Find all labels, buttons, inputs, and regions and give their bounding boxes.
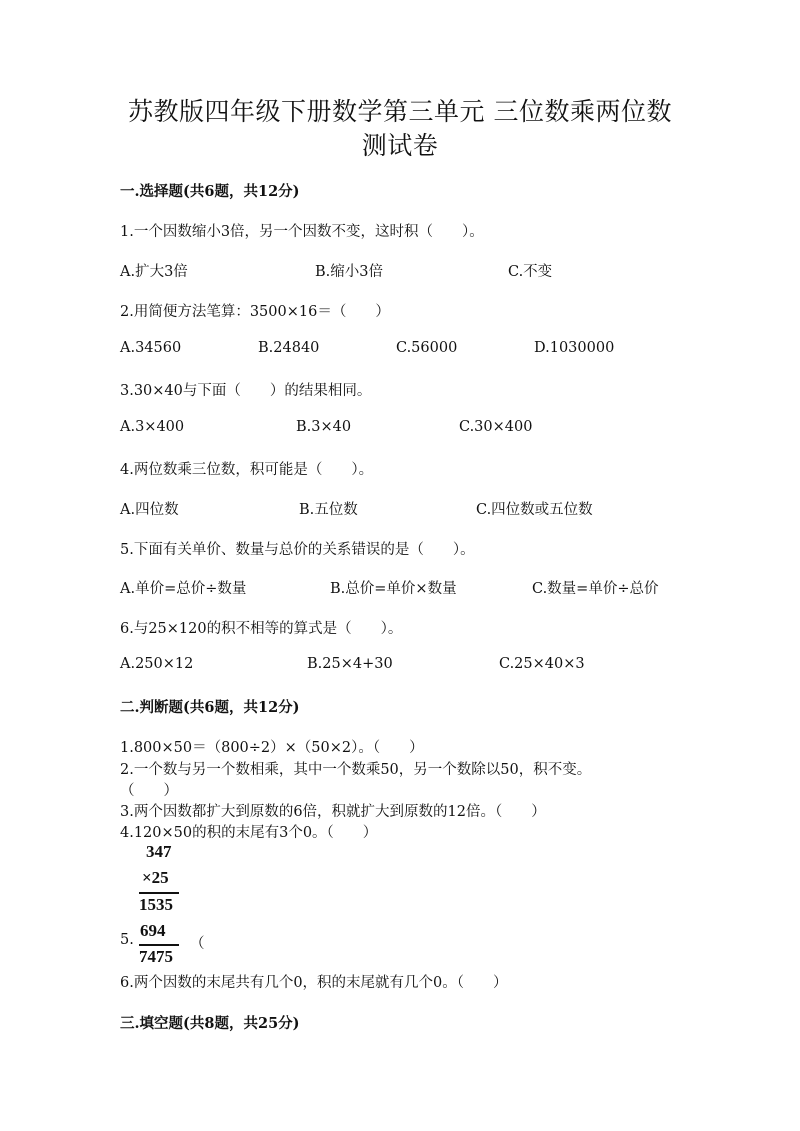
option-a: A.250×12 bbox=[120, 656, 194, 672]
section-heading-choice: 一.选择题(共6题，共12分) bbox=[120, 183, 300, 200]
page-title-line2: 测试卷 bbox=[361, 131, 439, 160]
option-a: A.四位数 bbox=[120, 502, 179, 518]
calc-rule bbox=[139, 944, 179, 946]
option-b: B.缩小3倍 bbox=[315, 264, 383, 280]
question-6: 6.与25×120的积不相等的算式是（ ）。 bbox=[120, 621, 403, 637]
option-d: D.1030000 bbox=[534, 340, 615, 356]
option-b: B.总价=单价×数量 bbox=[330, 581, 457, 597]
option-a: A.单价=总价÷数量 bbox=[120, 581, 247, 597]
judgement-item-4: 4.120×50的积的末尾有3个0。（ ） bbox=[120, 825, 378, 841]
calc-partial-2: 694 bbox=[140, 921, 166, 940]
question-5: 5.下面有关单价、数量与总价的关系错误的是（ ）。 bbox=[120, 542, 475, 558]
option-a: A.3×400 bbox=[120, 419, 185, 435]
judgement-item-1: 1.800×50＝（800÷2）×（50×2）。（ ） bbox=[120, 740, 424, 756]
option-c: C.25×40×3 bbox=[499, 656, 585, 672]
section-heading-fill: 三.填空题(共8题，共25分) bbox=[120, 1015, 300, 1032]
option-b: B.五位数 bbox=[299, 502, 358, 518]
option-c: C.30×400 bbox=[459, 419, 533, 435]
calc-partial-1: 1535 bbox=[139, 895, 173, 914]
option-c: C.数量=单价÷总价 bbox=[532, 581, 659, 597]
option-c: C.四位数或五位数 bbox=[476, 502, 593, 518]
option-a: A.34560 bbox=[120, 340, 182, 356]
question-1: 1.一个因数缩小3倍，另一个因数不变，这时积（ ）。 bbox=[120, 224, 484, 240]
judgement-item-6: 6.两个因数的末尾共有几个0，积的末尾就有几个0。（ ） bbox=[120, 975, 508, 991]
calc-product: 7475 bbox=[139, 947, 173, 966]
calc-multiplier: ×25 bbox=[142, 868, 169, 887]
judgement-item-3: 3.两个因数都扩大到原数的6倍，积就扩大到原数的12倍。（ ） bbox=[120, 804, 546, 820]
option-c: C.56000 bbox=[396, 340, 458, 356]
question-2: 2.用简便方法笔算：3500×16＝（ ） bbox=[120, 304, 390, 320]
judgement-item-5-paren: （ bbox=[190, 936, 205, 952]
page-title: 苏教版四年级下册数学第三单元 三位数乘两位数 bbox=[128, 97, 672, 126]
option-c: C.不变 bbox=[508, 264, 553, 280]
question-4: 4.两位数乘三位数，积可能是（ ）。 bbox=[120, 462, 374, 478]
option-a: A.扩大3倍 bbox=[120, 264, 188, 280]
question-3: 3.30×40与下面（ ）的结果相同。 bbox=[120, 383, 372, 399]
calc-rule bbox=[139, 892, 179, 894]
section-heading-judgement: 二.判断题(共6题，共12分) bbox=[120, 699, 300, 716]
option-b: B.3×40 bbox=[296, 419, 352, 435]
judgement-item-2: 2.一个数与另一个数相乘，其中一个数乘50，另一个数除以50，积不变。 bbox=[120, 762, 592, 778]
judgement-item-2-paren: （ ） bbox=[120, 783, 178, 799]
option-b: B.24840 bbox=[258, 340, 320, 356]
option-b: B.25×4+30 bbox=[307, 656, 393, 672]
calc-multiplicand: 347 bbox=[146, 842, 172, 861]
judgement-item-5-number: 5. bbox=[120, 932, 134, 948]
